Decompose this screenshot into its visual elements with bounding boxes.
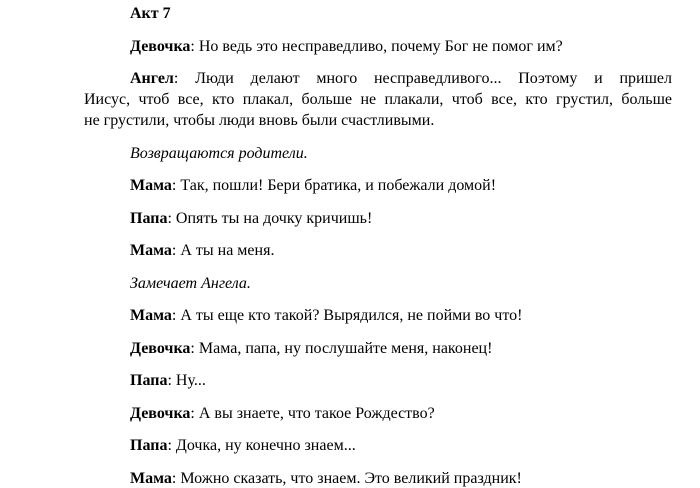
- dialogue-paragraph: [84, 403, 672, 424]
- dialogue-paragraph: [84, 305, 672, 326]
- act-heading: [84, 3, 672, 24]
- line-text: не грустили, чтобы люди вновь были счастливыми.: [84, 112, 435, 129]
- dialogue-text: : Ну...: [167, 372, 206, 389]
- speaker-name: Папа: [130, 372, 168, 389]
- dialogue-paragraph: [84, 175, 672, 196]
- dialogue-paragraph: [84, 370, 672, 391]
- speaker-name: Мама: [130, 307, 172, 324]
- dialogue-line: [84, 89, 672, 110]
- speaker-name: Мама: [130, 177, 172, 194]
- dialogue-text: : Дочка, ну конечно знаем...: [167, 437, 356, 454]
- stage-direction: [84, 273, 672, 294]
- stage-text: Замечает Ангела.: [130, 274, 251, 292]
- dialogue-text: : А ты на меня.: [171, 242, 275, 259]
- dialogue-text: : Но ведь это несправедливо, почему Бог не помог им?: [190, 37, 563, 55]
- dialogue-text: : Опять ты на дочку кричишь!: [167, 209, 373, 227]
- dialogue-text: : Можно сказать, что знаем. Это великий праздник!: [171, 469, 522, 487]
- speaker-name: Папа: [130, 209, 168, 227]
- dialogue-paragraph: [84, 338, 672, 359]
- dialogue-text: : А вы знаете, что такое Рождество?: [190, 404, 435, 422]
- speaker-name: Девочка: [130, 339, 191, 357]
- speaker-name: Ангел: [130, 70, 174, 87]
- dialogue-line: [84, 68, 672, 89]
- speaker-name: Девочка: [130, 404, 191, 422]
- dialogue-paragraph: [84, 208, 672, 229]
- dialogue-text: : Так, пошли! Бери братика, и побежали домой!: [171, 177, 497, 194]
- dialogue-paragraph: [84, 468, 672, 488]
- line-text: Иисус, чтоб все, кто плакал, больше не плакали, чтоб все, кто грустил, больше: [84, 91, 672, 108]
- act-heading-text: Акт 7: [130, 5, 171, 22]
- speaker-name: Мама: [130, 242, 172, 259]
- dialogue-text: : А ты еще кто такой? Вырядился, не пойми во что!: [171, 307, 523, 324]
- dialogue-text: : Мама, папа, ну послушайте меня, наконец!: [190, 339, 493, 357]
- dialogue-paragraph: [84, 240, 672, 261]
- speaker-name: Девочка: [130, 37, 191, 55]
- dialogue-paragraph: [84, 435, 672, 456]
- stage-text: Возвращаются родители.: [130, 144, 308, 162]
- line-text: : Люди делают много несправедливого... Поэтому и пришел: [173, 70, 672, 87]
- dialogue-paragraph: [84, 36, 672, 57]
- dialogue-line: [84, 110, 672, 131]
- dialogue-paragraph: [84, 68, 672, 131]
- speaker-name: Папа: [130, 437, 168, 454]
- stage-direction: [84, 143, 672, 164]
- speaker-name: Мама: [130, 469, 172, 487]
